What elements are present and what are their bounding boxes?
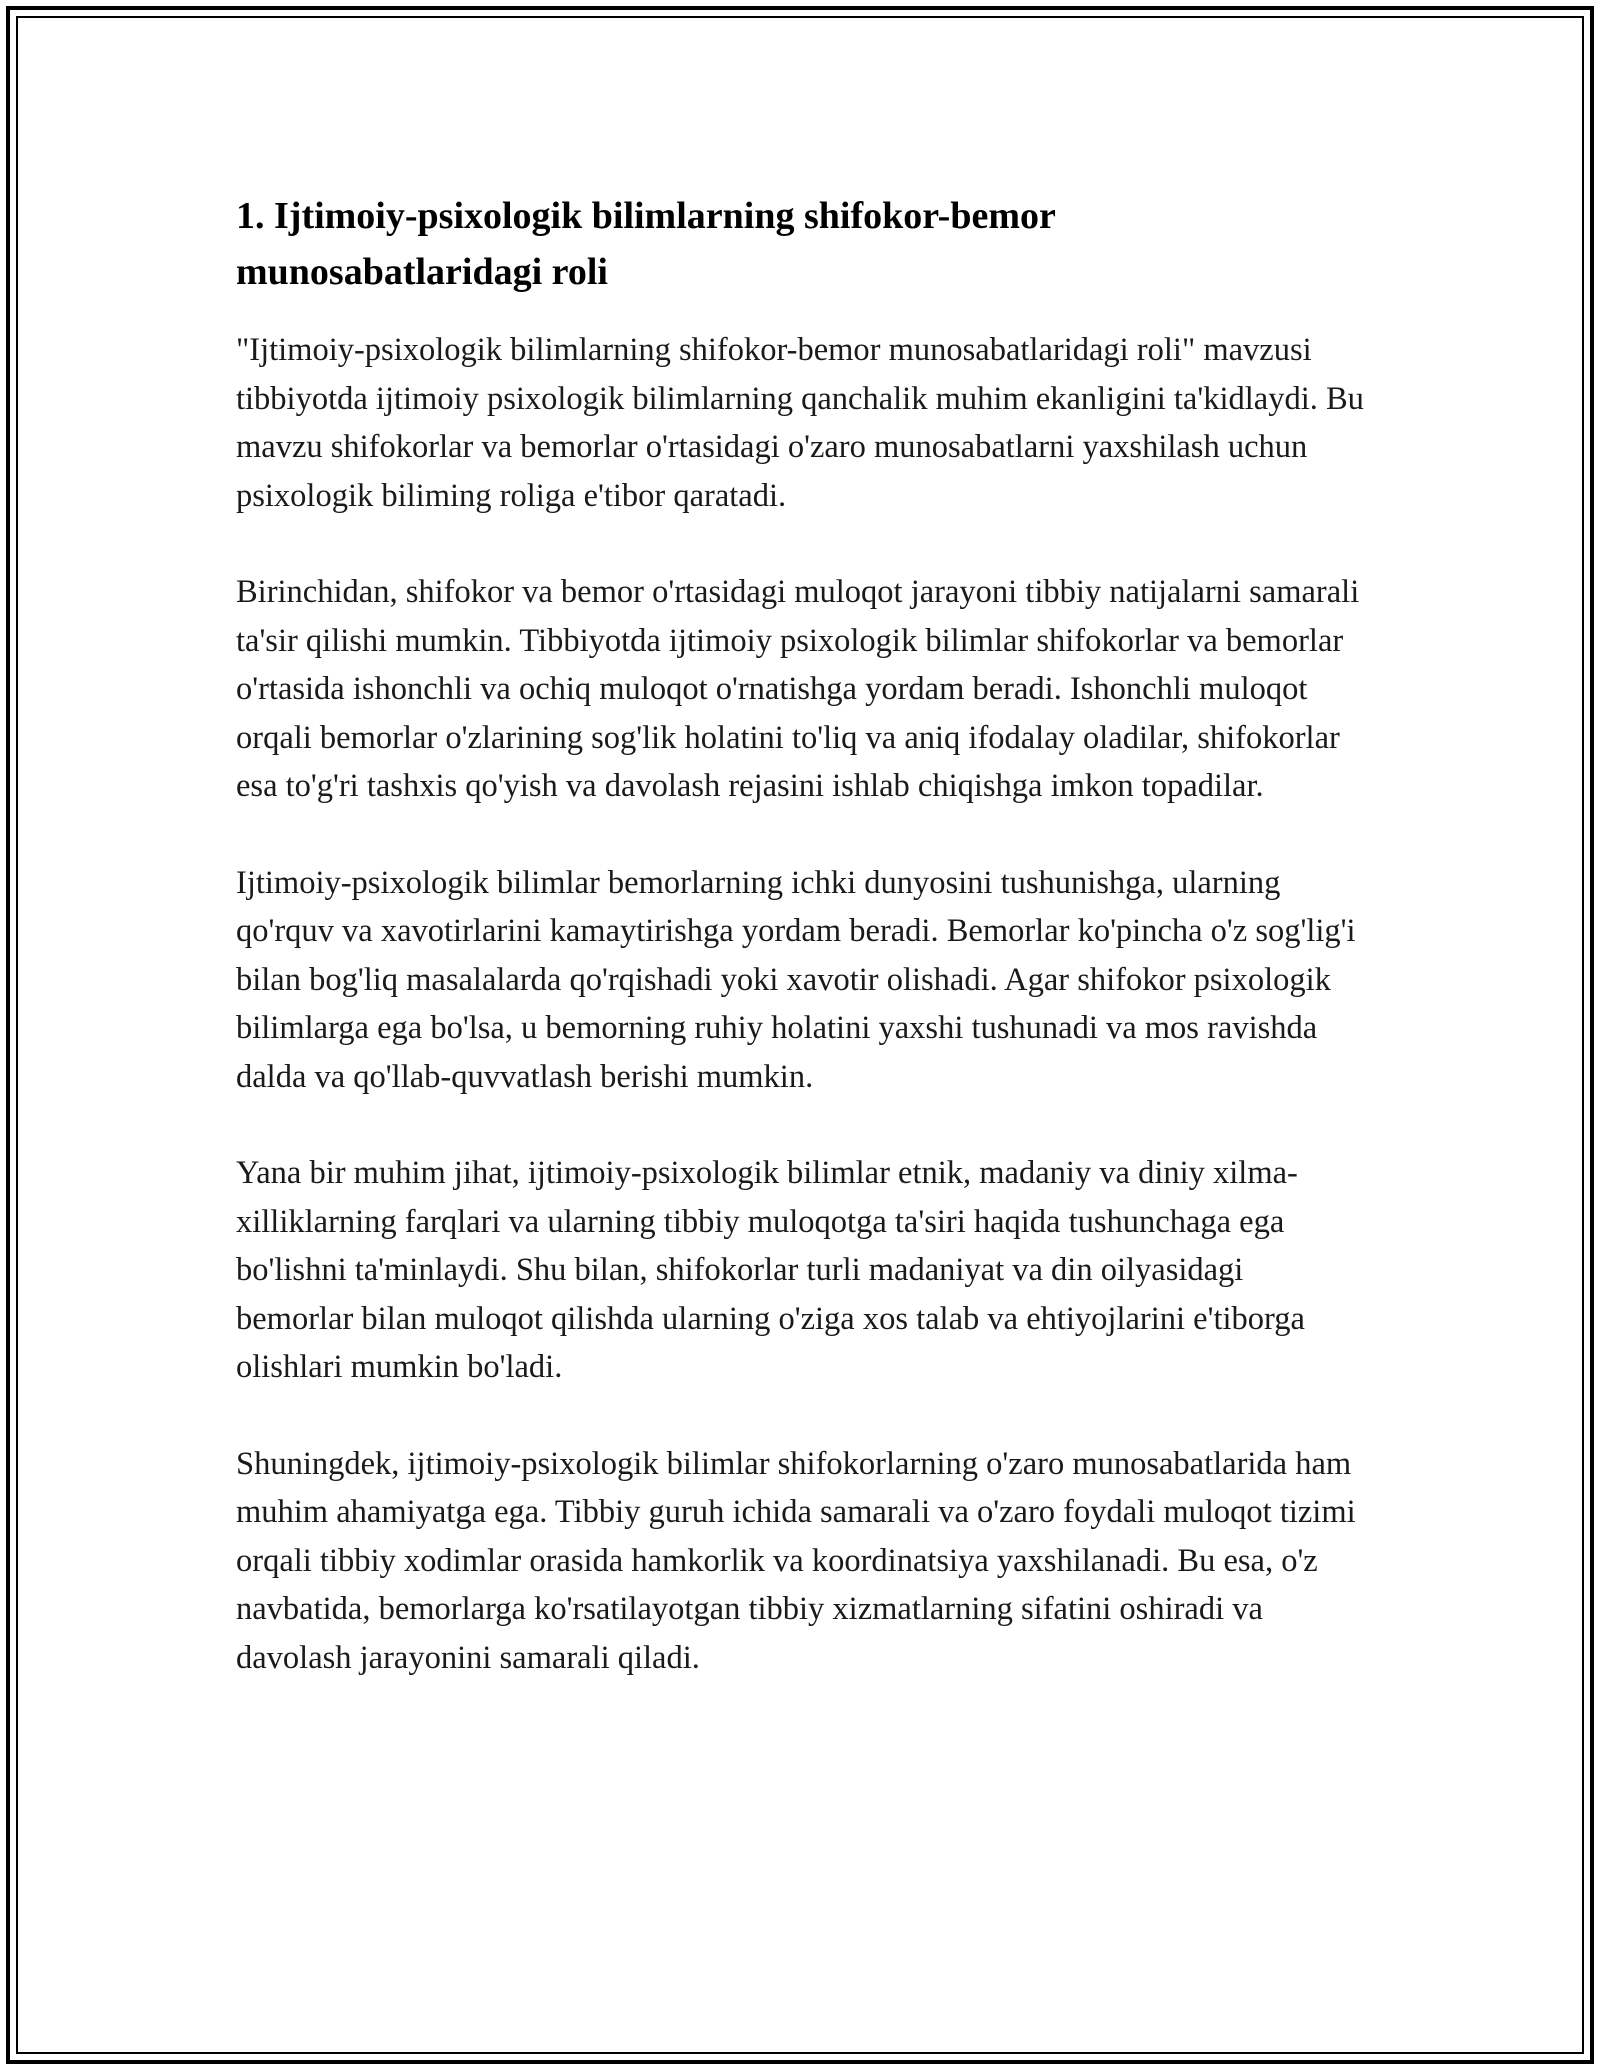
section-heading: 1. Ijtimoiy-psixologik bilimlarning shifokor-bemor munosabatlaridagi roli [236,195,1056,293]
paragraph-inner-world: Ijtimoiy-psixologik bilimlar bemorlarning ichki dunyosini tushunishga, ularning qo'rquv va xavotirlarini kamaytirishga yordam beradi. Bemorlar ko'pincha o'z sog'lig'i bilan bog'liq masalalarda qo'rqishadi yoki xavotir olishadi. Agar shifokor psixologik bilimlarga ega bo'lsa, u bemorning ruhiy holatini yaxshi tushunadi va mos ravishda dalda va qo'llab-quvvatlash berishi mumkin. [236,864,1356,1095]
paragraph-communication: Birinchidan, shifokor va bemor o'rtasidagi muloqot jarayoni tibbiy natijalarni samarali ta'sir qilishi mumkin. Tibbiyotda ijtimoiy psixologik bilimlar shifokorlar va bemorlar o'rtasida ishonchli va ochiq muloqot o'rnatishga yordam beradi. Ishonchli muloqot orqali bemorlar o'zlarining sog'lik holatini to'liq va aniq ifodalay oladilar, shifokorlar esa to'g'ri tashxis qo'yish va davolash rejasini ishlab chiqishga imkon topadilar. [236,574,1360,804]
paragraph-cultural-diversity: Yana bir muhim jihat, ijtimoiy-psixologik bilimlar etnik, madaniy va diniy xilma-xilliklarning farqlari va ularning tibbiy muloqotga ta'siri haqida tushunchaga ega bo'lishni ta'minlaydi. Shu bilan, shifokorlar turli madaniyat va din oilyasidagi bemorlar bilan muloqot qilishda ularning o'ziga xos talab va ehtiyojlarini e'tiborga olishlari mumkin bo'ladi. [236,1155,1305,1385]
document-body [236,188,1366,1730]
paragraph-intro: "Ijtimoiy-psixologik bilimlarning shifokor-bemor munosabatlaridagi roli" mavzusi tibbiyotda ijtimoiy psixologik bilimlarning qanchalik muhim ekanligini ta'kidlaydi. Bu mavzu shifokorlar va bemorlar o'rtasidagi o'zaro munosabatlarni yaxshilash uchun psixologik biliming roliga e'tibor qaratadi. [236,332,1364,514]
paragraph-team-relations: Shuningdek, ijtimoiy-psixologik bilimlar shifokorlarning o'zaro munosabatlarida ham muhim ahamiyatga ega. Tibbiy guruh ichida samarali va o'zaro foydali muloqot tizimi orqali tibbiy xodimlar orasida hamkorlik va koordinatsiya yaxshilanadi. Bu esa, o'z navbatida, bemorlarga ko'rsatilayotgan tibbiy xizmatlarning sifatini oshiradi va davolash jarayonini samarali qiladi. [236,1445,1356,1676]
